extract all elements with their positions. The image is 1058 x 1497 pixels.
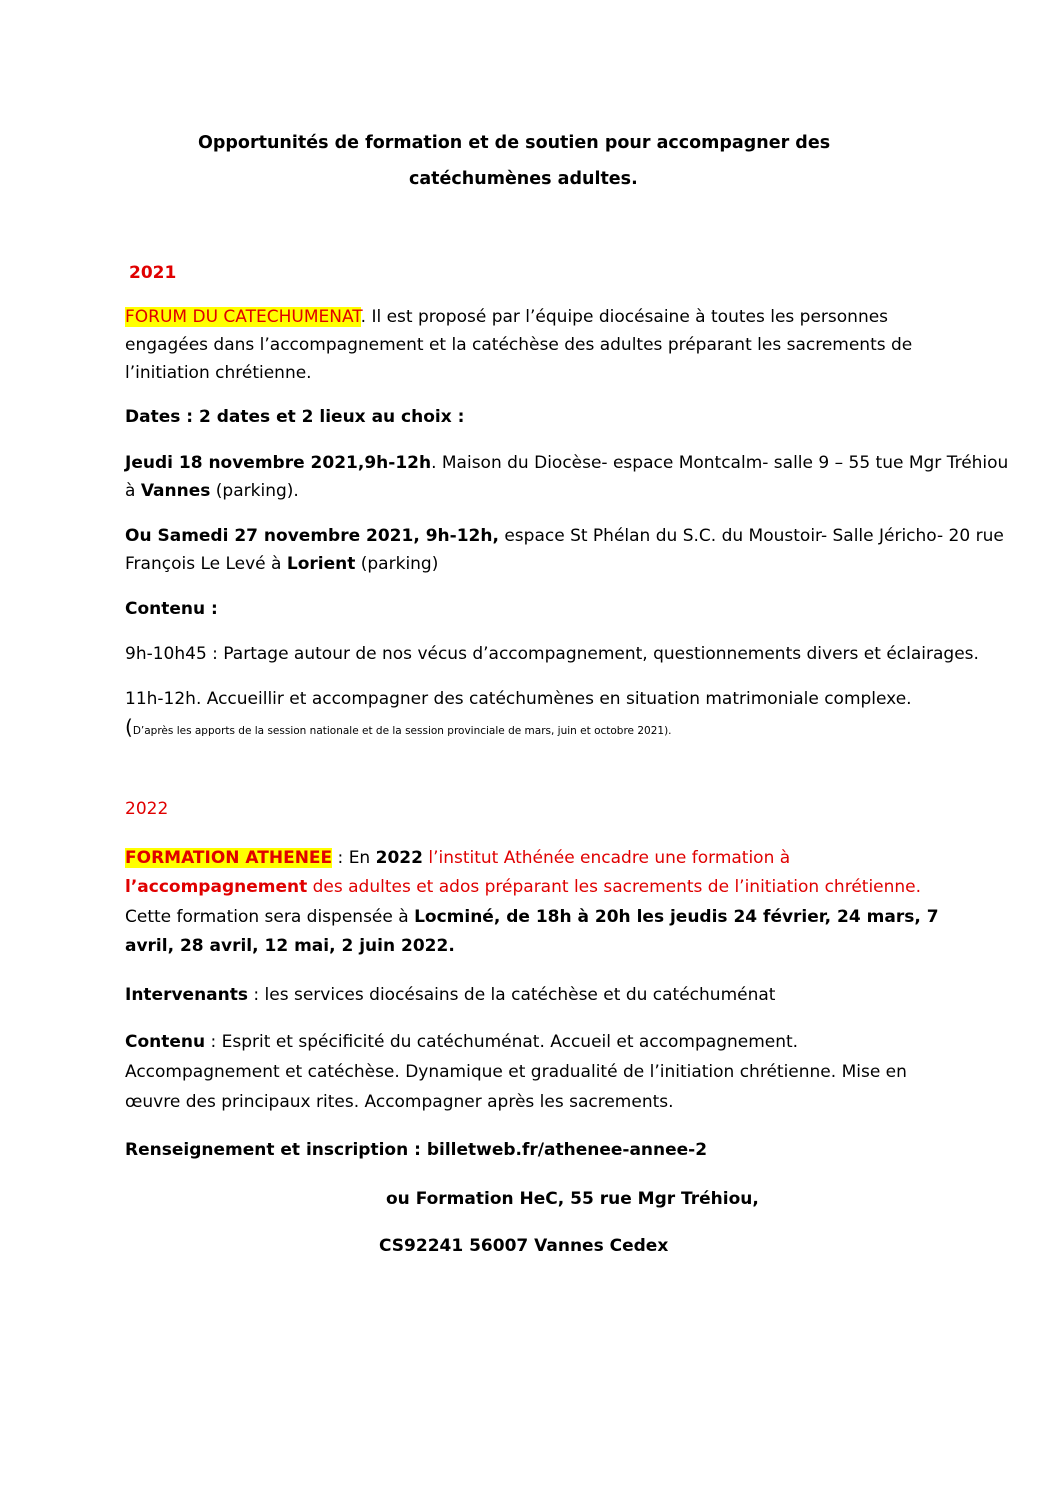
- intervenants-label: Intervenants: [125, 985, 249, 1005]
- address-line-2: CS92241 56007 Vannes Cedex: [379, 1236, 669, 1256]
- session-note: [125, 716, 672, 742]
- renseignement-line: Renseignement et inscription : billetweb.fr/athenee-annee-2: [125, 1140, 708, 1160]
- contenu-2022-line-2: Accompagnement et catéchèse. Dynamique et gradualité de l’initiation chrétienne. Mise en: [125, 1062, 907, 1082]
- date-2-prefix: François Le Levé à: [125, 554, 287, 574]
- intervenants-line: [125, 984, 775, 1006]
- forum-label: FORUM DU CATECHUMENAT: [125, 307, 361, 327]
- note-text: D’après les apports de la session nationale et de la session provinciale de mars, juin et octobre 2021).: [132, 725, 672, 737]
- date-2-line-2: [125, 553, 438, 575]
- contenu-2022-label: Contenu: [125, 1032, 206, 1052]
- athenee-year: 2022: [375, 848, 423, 868]
- note-paren: (: [125, 715, 133, 739]
- athenee-red-bold: l’accompagnement: [125, 877, 308, 897]
- date-2-city: Lorient: [286, 554, 356, 574]
- contenu-2022-text-1: : Esprit et spécificité du catéchuménat. Accueil et accompagnement.: [205, 1032, 799, 1052]
- date-2-where: espace St Phélan du S.C. du Moustoir- Salle Jéricho- 20 rue: [498, 526, 1004, 546]
- athenee-red-text-1: l’institut Athénée encadre une formation à: [422, 848, 791, 868]
- dates-heading: Dates : 2 dates et 2 lieux au choix :: [125, 407, 465, 427]
- athenee-schedule-1: Locminé, de 18h à 20h les jeudis 24 février, 24 mars, 7: [414, 907, 939, 927]
- forum-paragraph-line-1: [125, 306, 888, 328]
- date-2-when: Ou Samedi 27 novembre 2021, 9h-12h,: [125, 526, 499, 546]
- contenu-2022-line-1: [125, 1031, 798, 1053]
- date-1-line-1: [125, 452, 1008, 474]
- date-1-where: . Maison du Diocèse- espace Montcalm- salle 9 – 55 tue Mgr Tréhiou: [431, 453, 1009, 473]
- forum-text-1: . Il est proposé par l’équipe diocésaine à toutes les personnes: [360, 307, 889, 327]
- athenee-line-2: [125, 876, 921, 898]
- date-1-line-2: [125, 480, 299, 502]
- forum-paragraph-line-3: l’initiation chrétienne.: [125, 363, 312, 383]
- year-2021-heading: 2021: [129, 263, 177, 283]
- date-2-line-1: [125, 525, 1004, 547]
- date-1-prefix: à: [125, 481, 141, 501]
- contenu-2022-line-3: œuvre des principaux rites. Accompagner après les sacrements.: [125, 1092, 674, 1112]
- date-1-when: Jeudi 18 novembre 2021,9h-12h: [125, 453, 432, 473]
- formation-label: FORMATION ATHENEE: [125, 848, 333, 868]
- contenu-heading-2021: Contenu :: [125, 599, 218, 619]
- contenu-item-2: 11h-12h. Accueillir et accompagner des catéchumènes en situation matrimoniale complexe.: [125, 689, 912, 709]
- athenee-colon: : En: [332, 848, 376, 868]
- title-line-2: catéchumènes adultes.: [409, 169, 638, 189]
- date-1-suffix: (parking).: [210, 481, 299, 501]
- athenee-red-text-2: des adultes et ados préparant les sacrements de l’initiation chrétienne.: [307, 877, 922, 897]
- contenu-item-1: 9h-10h45 : Partage autour de nos vécus d’accompagnement, questionnements divers et éclairages.: [125, 644, 979, 664]
- title-line-1: Opportunités de formation et de soutien pour accompagner des: [198, 133, 831, 153]
- intervenants-text: : les services diocésains de la catéchèse et du catéchuménat: [248, 985, 776, 1005]
- athenee-line-1: [125, 847, 790, 869]
- forum-paragraph-line-2: engagées dans l’accompagnement et la catéchèse des adultes préparant les sacrements de: [125, 335, 913, 355]
- athenee-location-prefix: Cette formation sera dispensée à: [125, 907, 415, 927]
- athenee-line-3: [125, 906, 939, 928]
- athenee-schedule-2: avril, 28 avril, 12 mai, 2 juin 2022.: [125, 936, 455, 956]
- date-2-suffix: (parking): [355, 554, 439, 574]
- year-2022-heading: 2022: [125, 799, 169, 819]
- address-line-1: ou Formation HeC, 55 rue Mgr Tréhiou,: [386, 1189, 759, 1209]
- date-1-city: Vannes: [140, 481, 211, 501]
